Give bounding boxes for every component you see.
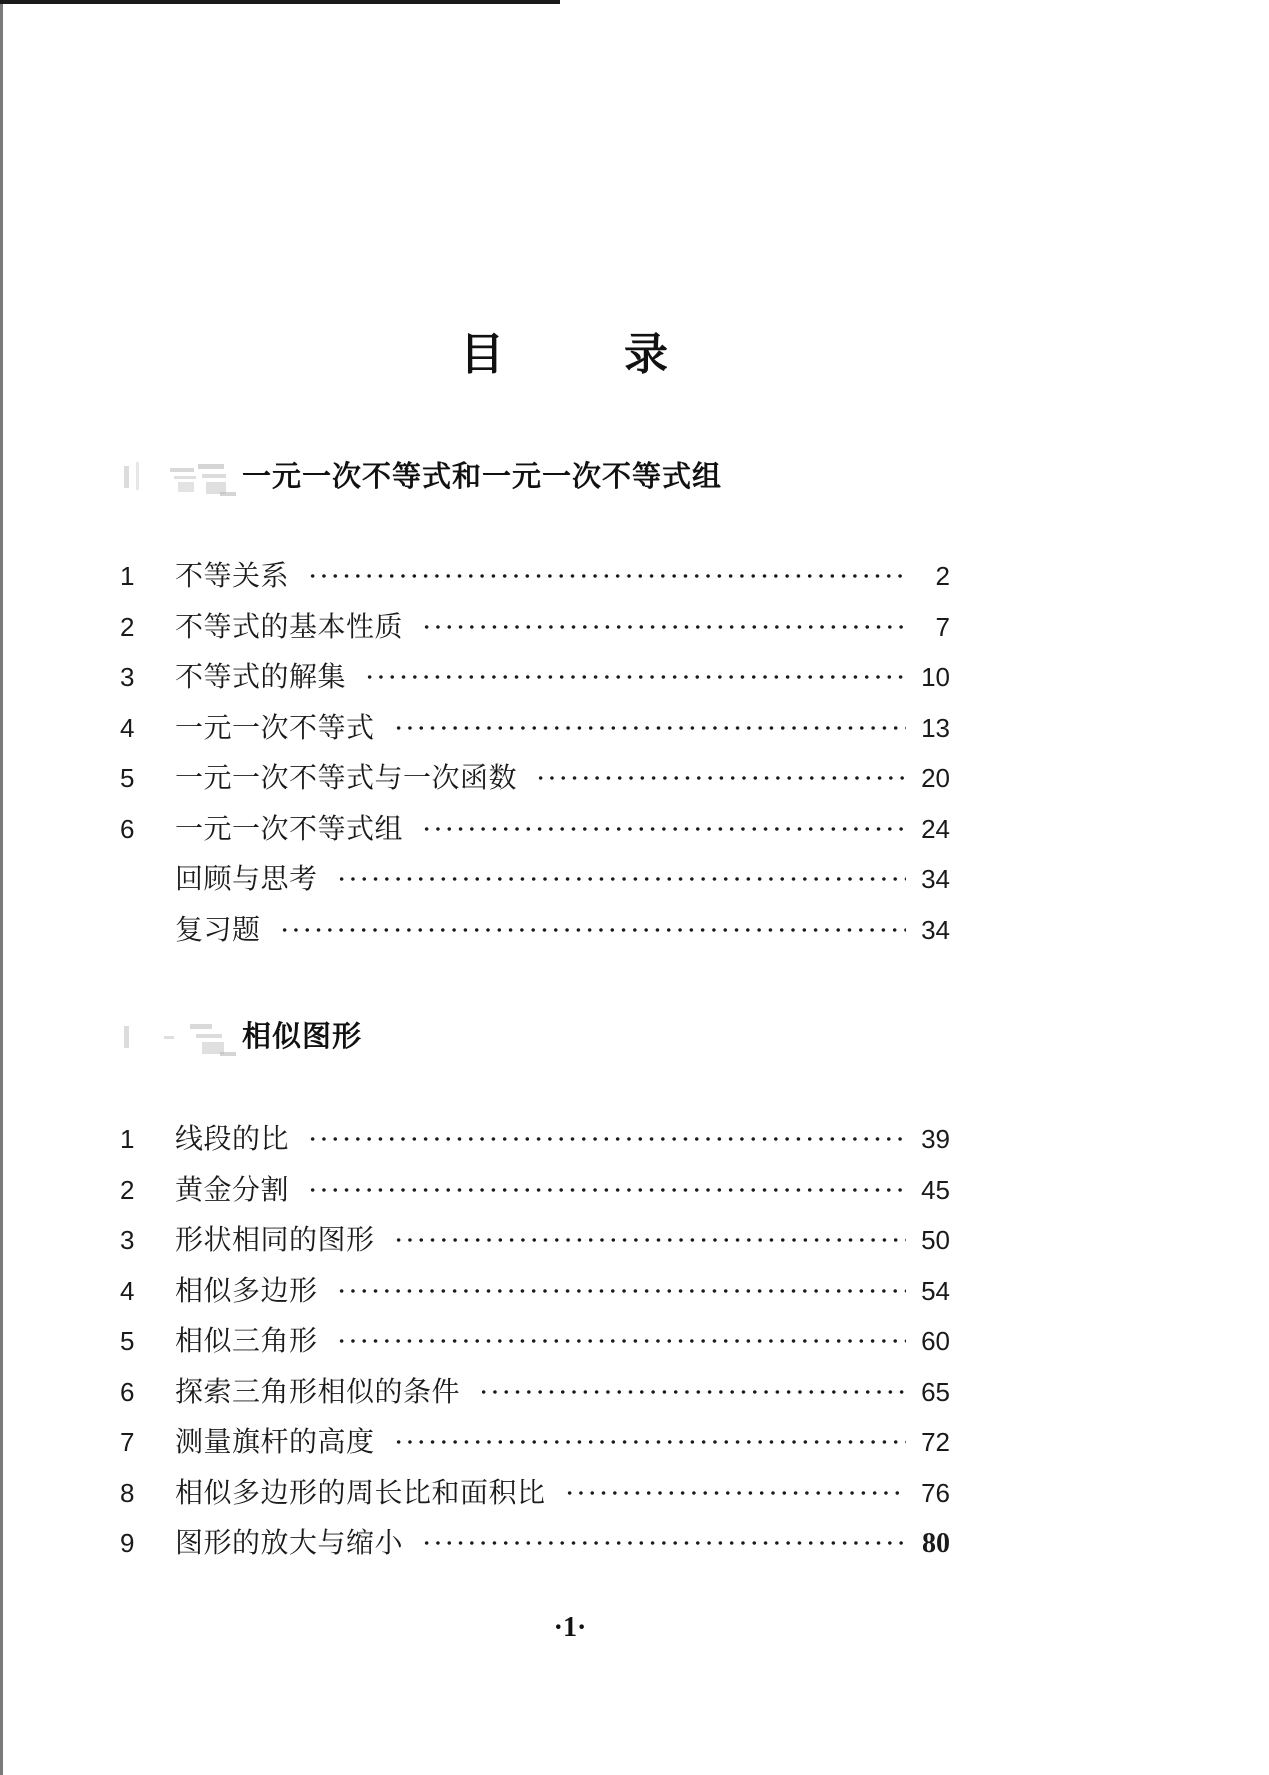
dot-leader bbox=[421, 624, 906, 630]
toc-entry[interactable] bbox=[120, 1165, 950, 1216]
entry-number: 3 bbox=[120, 1225, 135, 1255]
entry-page: 24 bbox=[921, 813, 950, 844]
entry-page: 72 bbox=[921, 1427, 950, 1457]
toc-entry[interactable] bbox=[120, 1518, 950, 1569]
dot-leader bbox=[307, 573, 906, 579]
toc-entry[interactable] bbox=[120, 854, 950, 905]
toc-list-chapter-2 bbox=[120, 1114, 950, 1569]
dot-leader bbox=[307, 1187, 906, 1193]
entry-title: 形状相同的图形 bbox=[175, 1223, 375, 1256]
entry-page: 54 bbox=[921, 1275, 950, 1306]
toc-entry[interactable] bbox=[120, 1266, 950, 1317]
entry-number: 1 bbox=[120, 561, 135, 591]
scan-border-left bbox=[0, 0, 3, 1775]
entry-page: 34 bbox=[921, 914, 950, 945]
entry-page: 76 bbox=[921, 1477, 950, 1508]
chapter-title: 一元一次不等式和一元一次不等式组 bbox=[242, 459, 723, 493]
entry-number: 4 bbox=[120, 1275, 135, 1306]
dot-leader bbox=[336, 1288, 906, 1294]
toc-entry[interactable] bbox=[120, 551, 950, 602]
toc-entry[interactable] bbox=[120, 1316, 950, 1367]
entry-title: 一元一次不等式 bbox=[175, 710, 375, 744]
toc-entry[interactable] bbox=[120, 1114, 950, 1165]
entry-number: 3 bbox=[120, 662, 135, 692]
toc-entry[interactable] bbox=[120, 804, 950, 855]
dot-leader bbox=[535, 775, 906, 781]
toc-entry[interactable] bbox=[120, 1417, 950, 1468]
entry-title: 一元一次不等式组 bbox=[175, 811, 404, 845]
toc-entry[interactable] bbox=[120, 1367, 950, 1418]
entry-number: 2 bbox=[120, 1174, 135, 1205]
page-title: 目 录 bbox=[460, 329, 706, 380]
dot-leader bbox=[478, 1389, 906, 1395]
toc-entry[interactable] bbox=[120, 1215, 950, 1266]
dot-leader bbox=[393, 1237, 906, 1243]
entry-number: 8 bbox=[120, 1477, 135, 1508]
toc-entry[interactable] bbox=[120, 602, 950, 653]
entry-title: 相似多边形的周长比和面积比 bbox=[175, 1475, 546, 1509]
dot-leader bbox=[393, 725, 906, 731]
entry-page: 20 bbox=[921, 763, 950, 793]
entry-page: 60 bbox=[921, 1326, 950, 1356]
dot-leader bbox=[421, 1540, 906, 1546]
entry-page: 34 bbox=[921, 864, 950, 894]
entry-page: 39 bbox=[921, 1124, 950, 1154]
entry-title: 不等式的基本性质 bbox=[175, 609, 404, 643]
chapter-title: 相似图形 bbox=[242, 1019, 363, 1053]
dot-leader bbox=[279, 927, 906, 933]
toc-entry[interactable] bbox=[120, 905, 950, 956]
entry-page: 7 bbox=[935, 611, 950, 642]
entry-title: 一元一次不等式与一次函数 bbox=[175, 761, 518, 794]
dot-leader bbox=[336, 876, 906, 882]
entry-title: 相似三角形 bbox=[175, 1324, 318, 1357]
entry-page: 10 bbox=[921, 662, 950, 692]
entry-number: 1 bbox=[120, 1124, 135, 1154]
dot-leader bbox=[336, 1338, 906, 1344]
toc-entry[interactable] bbox=[120, 652, 950, 703]
entry-number: 9 bbox=[120, 1528, 135, 1558]
dot-leader bbox=[421, 826, 906, 832]
entry-title: 不等关系 bbox=[175, 559, 290, 592]
entry-title: 测量旗杆的高度 bbox=[175, 1425, 375, 1458]
entry-number: 2 bbox=[120, 611, 135, 642]
entry-title: 图形的放大与缩小 bbox=[175, 1526, 404, 1559]
toc-entry[interactable] bbox=[120, 703, 950, 754]
toc-entry[interactable] bbox=[120, 753, 950, 804]
chapter-badge-icon bbox=[120, 1012, 238, 1060]
entry-number: 6 bbox=[120, 1376, 135, 1407]
entry-number: 5 bbox=[120, 763, 135, 793]
toc-entry[interactable] bbox=[120, 1468, 950, 1519]
dot-leader bbox=[307, 1136, 906, 1142]
scan-border-top bbox=[0, 0, 560, 4]
entry-page: 50 bbox=[921, 1225, 950, 1255]
entry-page: 13 bbox=[921, 712, 950, 743]
dot-leader bbox=[564, 1490, 906, 1496]
entry-title: 复习题 bbox=[175, 912, 261, 946]
dot-leader bbox=[364, 674, 906, 680]
entry-page: 80 bbox=[922, 1528, 950, 1559]
entry-page: 65 bbox=[921, 1376, 950, 1407]
entry-title: 回顾与思考 bbox=[175, 862, 318, 895]
entry-page: 45 bbox=[921, 1174, 950, 1205]
entry-title: 黄金分割 bbox=[175, 1172, 290, 1206]
entry-title: 线段的比 bbox=[175, 1122, 290, 1155]
entry-title: 相似多边形 bbox=[175, 1273, 318, 1307]
page-number: ·1· bbox=[553, 1612, 587, 1643]
entry-title: 探索三角形相似的条件 bbox=[175, 1374, 461, 1408]
chapter-badge-icon bbox=[120, 452, 238, 500]
entry-number: 6 bbox=[120, 813, 135, 844]
entry-number: 5 bbox=[120, 1326, 135, 1356]
toc-list-chapter-1 bbox=[120, 551, 950, 955]
entry-page: 2 bbox=[935, 561, 950, 591]
dot-leader bbox=[393, 1439, 906, 1445]
entry-title: 不等式的解集 bbox=[175, 660, 347, 693]
chapter-heading-2 bbox=[120, 1008, 1020, 1068]
entry-number: 4 bbox=[120, 712, 135, 743]
entry-number: 7 bbox=[120, 1427, 135, 1457]
chapter-heading-1 bbox=[120, 448, 1020, 508]
